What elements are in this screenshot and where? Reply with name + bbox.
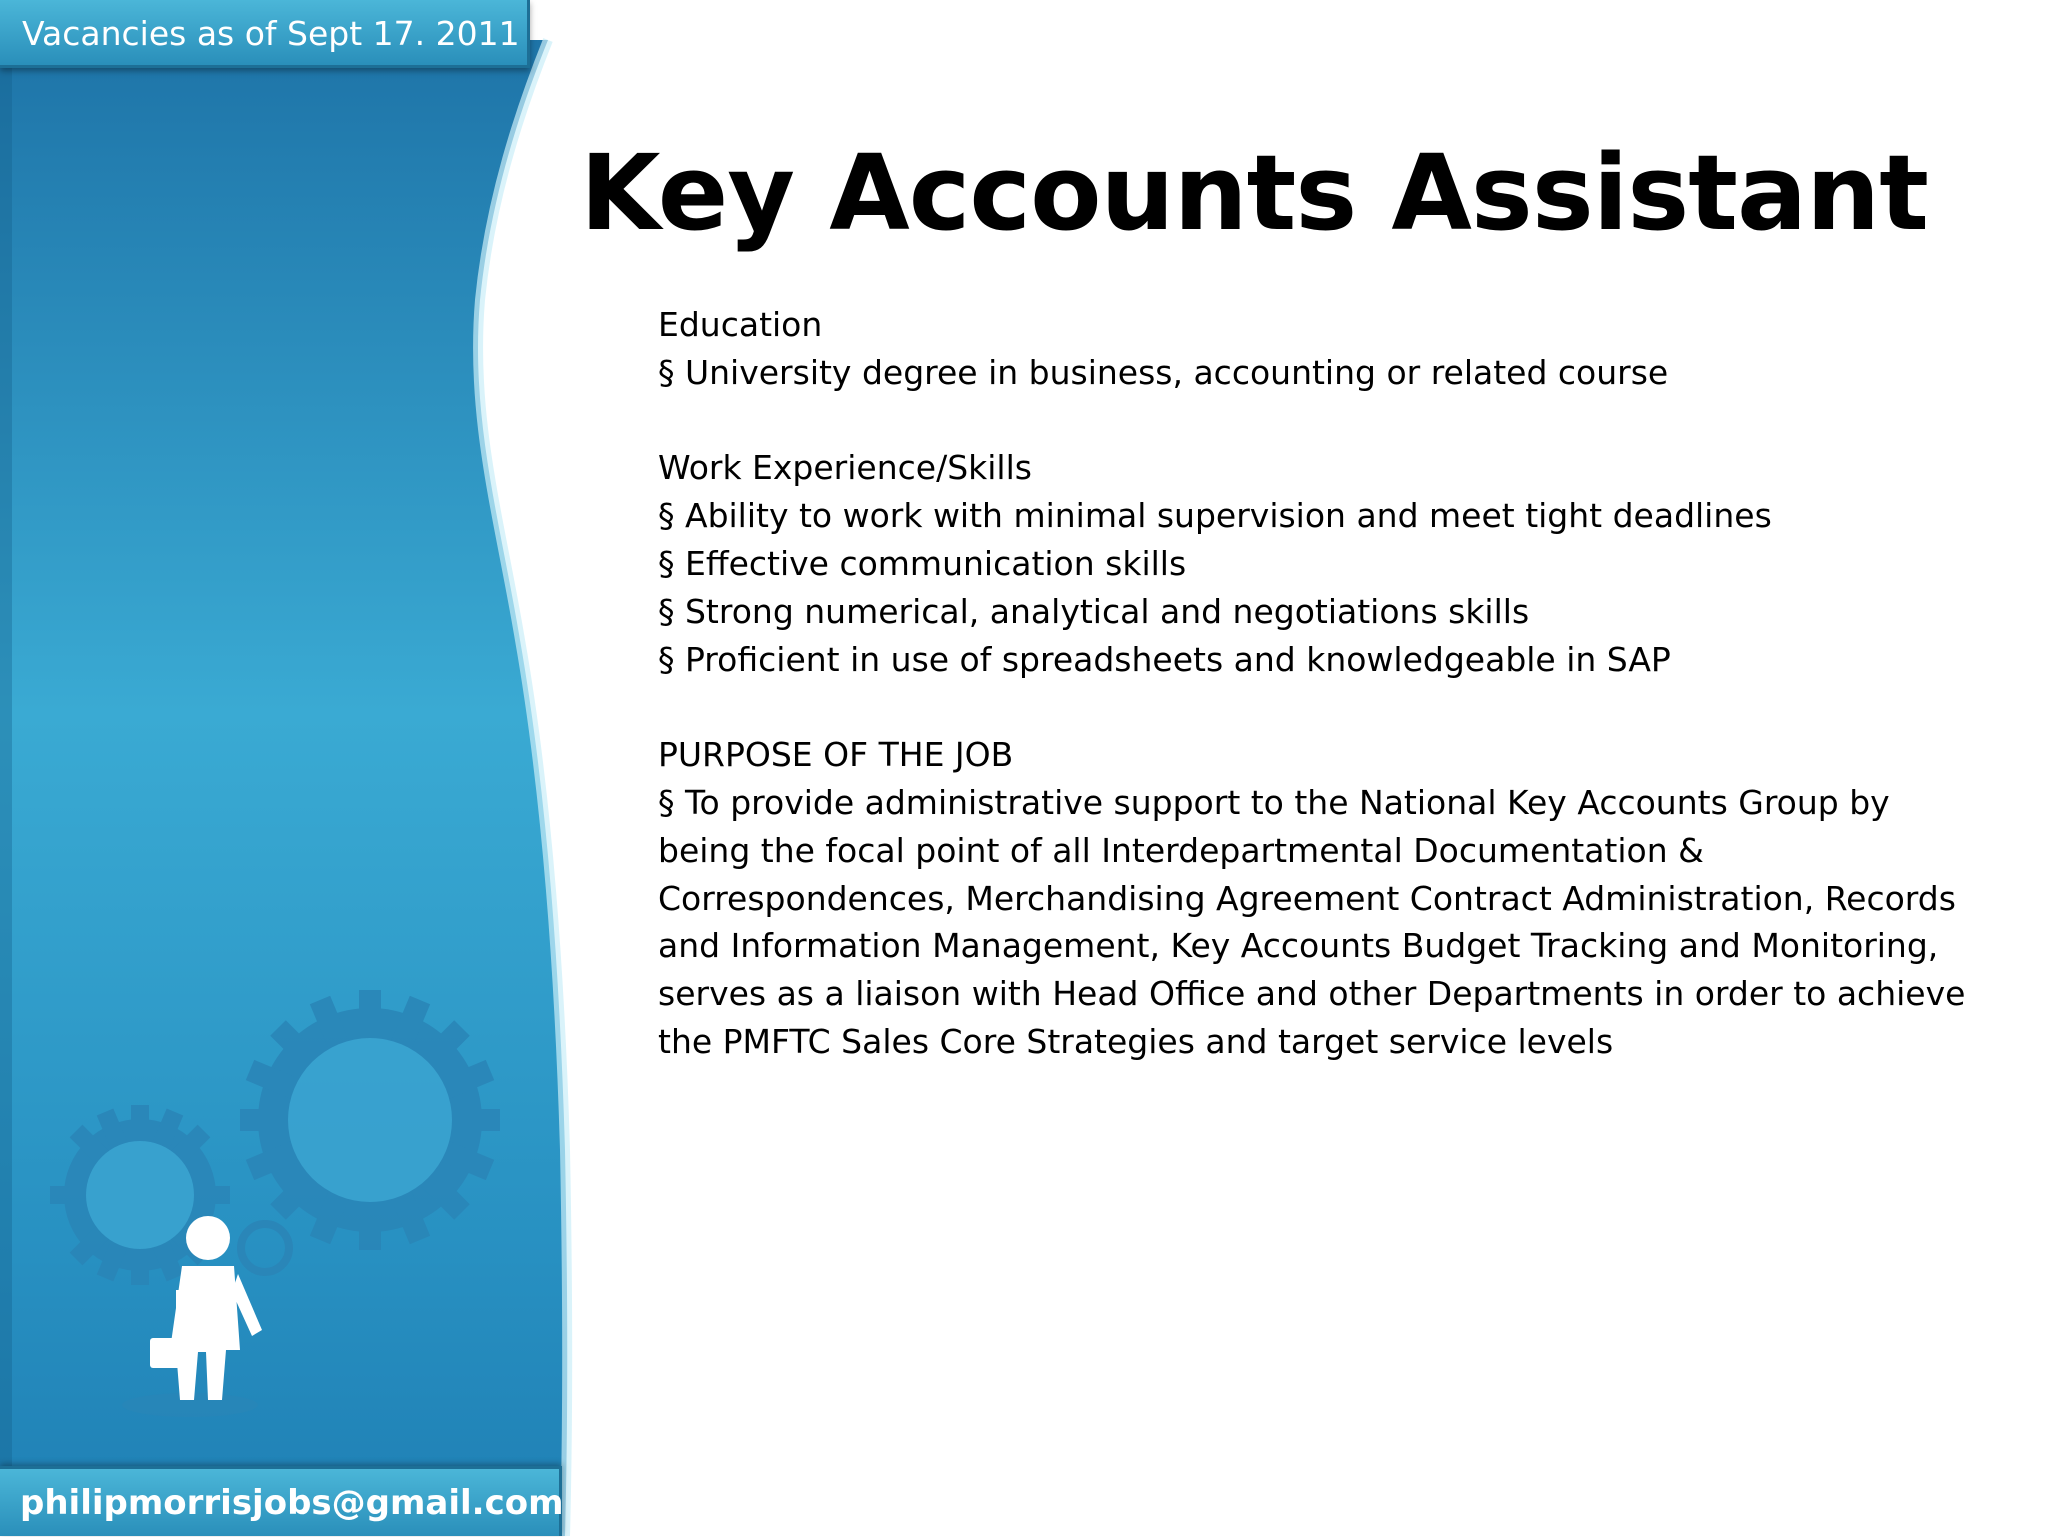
purpose-heading: PURPOSE OF THE JOB bbox=[658, 735, 1014, 775]
skills-item: § Effective communication skills bbox=[658, 543, 1187, 583]
purpose-text: § To provide administrative support to the National Key Accounts Group by being the focal point of all Interdepartmental Documentation & Correspondences, Merchandising Agreement Contract Administration, Records and Information Management, Key Accounts Budget Tracking and Monitoring, serves as a liaison with Head Office and other Departments in order to achieve the PMFTC Sales Core Strategies and target service levels bbox=[658, 782, 1966, 1061]
job-description bbox=[658, 301, 1998, 1066]
header-date-tab: Vacancies as of Sept 17. 2011 bbox=[0, 0, 530, 68]
contact-email[interactable]: philipmorrisjobs@gmail.com bbox=[0, 1466, 562, 1536]
skills-item: § Proficient in use of spreadsheets and knowledgeable in SAP bbox=[658, 639, 1671, 679]
skills-heading: Work Experience/Skills bbox=[658, 448, 1032, 488]
gear-large-icon bbox=[240, 990, 500, 1250]
skills-item: § Ability to work with minimal supervision and meet tight deadlines bbox=[658, 496, 1772, 536]
education-item: § University degree in business, accounting or related course bbox=[658, 352, 1669, 392]
skills-item: § Strong numerical, analytical and negotiations skills bbox=[658, 591, 1530, 631]
education-heading: Education bbox=[658, 305, 823, 344]
page-title: Key Accounts Assistant bbox=[580, 132, 1928, 254]
